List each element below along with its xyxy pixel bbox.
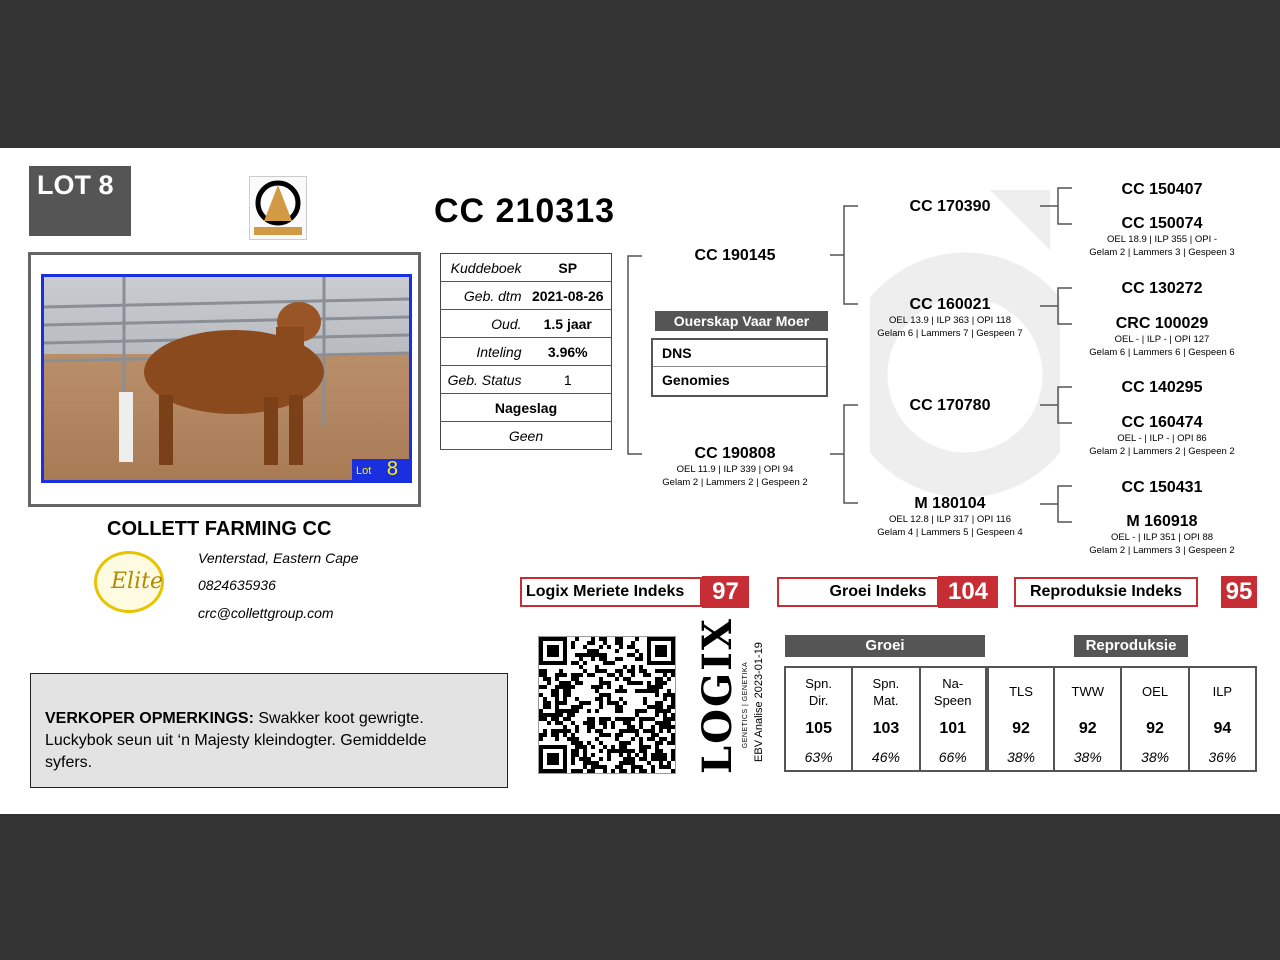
ggp-ddd-id: M 160918	[1126, 513, 1198, 530]
ebv-col-value: 92	[1121, 715, 1188, 743]
ggp-ddd-stats: OEL - | ILP 351 | OPI 88	[1110, 532, 1214, 543]
ggp-ssd-production: Gelam 2 | Lammers 3 | Gespeen 3	[1089, 247, 1235, 258]
seller-email: crc@collettgroup.com	[198, 605, 334, 621]
ebv-col-accuracy: 38%	[987, 743, 1054, 771]
logix-merit-index-value: 97	[702, 576, 749, 608]
ebv-col-name: Spn. Dir.	[785, 667, 852, 715]
ggp-sds-id: CC 130272	[1121, 280, 1203, 297]
dam-stats: OEL 11.9 | ILP 339 | OPI 94	[676, 464, 794, 475]
seller-name: COLLETT FARMING CC	[107, 518, 332, 540]
growth-index-label: Groei Indeks	[777, 577, 939, 607]
info-label: Oud.	[441, 310, 525, 338]
sire-sire-id: CC 170390	[909, 198, 991, 215]
ebv-col-name: ILP	[1189, 667, 1256, 715]
qr-code-icon	[539, 637, 675, 773]
info-label: Kuddeboek	[441, 254, 525, 282]
ebv-col-accuracy: 38%	[1054, 743, 1121, 771]
info-row	[441, 366, 612, 394]
ggp-dsd-id: CC 160474	[1121, 414, 1203, 431]
logix-logo	[693, 617, 749, 774]
seller-location: Venterstad, Eastern Cape	[198, 550, 359, 566]
animal-photo	[41, 274, 412, 483]
photo-lot-word: Lot	[356, 465, 372, 477]
ggp-dss-id: CC 140295	[1121, 379, 1203, 396]
ebv-col-accuracy: 46%	[852, 743, 919, 771]
info-value: 1	[525, 366, 612, 394]
remarks-line1: Swakker koot gewrigte.	[253, 710, 424, 727]
sire-dam-block	[862, 296, 1038, 340]
dam-id: CC 190808	[694, 445, 776, 462]
ebv-col-value: 92	[987, 715, 1054, 743]
ebv-col-name: TLS	[987, 667, 1054, 715]
dam-dam-id: M 180104	[914, 495, 986, 512]
ggp-ddd-production: Gelam 2 | Lammers 3 | Gespeen 2	[1089, 545, 1235, 556]
animal-id-title: CC 210313	[434, 192, 616, 230]
ggp-ssd-stats: OEL 18.9 | ILP 355 | OPI -	[1106, 234, 1218, 245]
growth-index-value: 104	[938, 576, 998, 608]
ggp-sdd-stats: OEL - | ILP - | OPI 127	[1114, 334, 1210, 345]
ebv-value-row	[785, 715, 1256, 743]
ebv-col-value: 103	[852, 715, 919, 743]
info-value: 3.96%	[525, 338, 612, 366]
ggp-dsd-production: Gelam 2 | Lammers 2 | Gespeen 2	[1089, 446, 1235, 457]
ggp-dds-id: CC 150431	[1121, 479, 1203, 496]
breeder-logo-icon	[250, 177, 306, 239]
ebv-analysis-date: EBV Analise 2023-01-19	[753, 642, 765, 762]
sheep-image	[44, 277, 409, 480]
ebv-accuracy-row	[785, 743, 1256, 771]
remarks-label: VERKOPER OPMERKINGS:	[45, 710, 254, 727]
lot-label: LOT 8	[37, 170, 114, 200]
info-row	[441, 254, 612, 282]
dam-dam-stats: OEL 12.8 | ILP 317 | OPI 116	[888, 514, 1011, 525]
offspring-value: Geen	[441, 422, 612, 450]
ggp-sdd-id: CRC 100029	[1115, 315, 1209, 332]
ggp-dsd-stats: OEL - | ILP - | OPI 86	[1117, 433, 1207, 444]
ownership-genomics: Genomies	[662, 372, 730, 388]
info-row	[441, 338, 612, 366]
ggp-sss-id: CC 150407	[1121, 181, 1203, 198]
ebv-col-value: 92	[1054, 715, 1121, 743]
qr-code[interactable]	[538, 636, 676, 774]
remarks-line3: syfers.	[45, 754, 93, 771]
ggp-ssd-id: CC 150074	[1121, 215, 1203, 232]
logix-tagline: GENETICS | GENETIKA	[742, 661, 749, 749]
photo-lot-tag	[352, 459, 410, 482]
ggp-ddd-block	[1080, 513, 1244, 557]
ebv-col-accuracy: 38%	[1121, 743, 1188, 771]
seller-phone: 0824635936	[198, 577, 276, 593]
ebv-col-name: Na- Speen	[920, 667, 987, 715]
offspring-label: Nageslag	[441, 394, 612, 422]
info-label: Geb. dtm	[441, 282, 525, 310]
info-row	[441, 282, 612, 310]
breeder-logo	[249, 176, 307, 240]
ownership-dns: DNS	[653, 340, 826, 367]
ggp-sdd-production: Gelam 6 | Lammers 6 | Gespeen 6	[1089, 347, 1235, 358]
ebv-col-name: TWW	[1054, 667, 1121, 715]
ggp-dsd-block	[1080, 414, 1244, 458]
offspring-value-row	[441, 422, 612, 450]
info-value: 1.5 jaar	[525, 310, 612, 338]
dam-dam-block	[862, 495, 1038, 539]
elite-badge	[94, 551, 164, 613]
ebv-col-accuracy: 66%	[920, 743, 987, 771]
ebv-col-name: OEL	[1121, 667, 1188, 715]
lot-badge	[29, 166, 131, 236]
animal-info-table	[440, 253, 612, 450]
ebv-col-value: 105	[785, 715, 852, 743]
photo-lot-number: 8	[386, 458, 398, 480]
info-label: Inteling	[441, 338, 525, 366]
logix-brand: LOGIX	[694, 617, 741, 774]
ownership-box	[651, 338, 828, 397]
dam-sire-id: CC 170780	[909, 397, 991, 414]
elite-badge-text: Elite	[111, 569, 163, 594]
logix-merit-index-label: Logix Meriete Indeks	[520, 577, 702, 607]
ebv-col-value: 94	[1189, 715, 1256, 743]
dam-dam-production: Gelam 4 | Lammers 5 | Gespeen 4	[877, 527, 1023, 538]
info-label: Geb. Status	[441, 366, 525, 394]
info-value: 2021-08-26	[525, 282, 612, 310]
offspring-header-row	[441, 394, 612, 422]
sire-dam-production: Gelam 6 | Lammers 7 | Gespeen 7	[877, 328, 1023, 339]
info-row	[441, 310, 612, 338]
ebv-col-value: 101	[920, 715, 987, 743]
ggp-sdd-block	[1080, 315, 1244, 359]
ebv-header-row	[785, 667, 1256, 715]
sire-dam-id: CC 160021	[909, 296, 991, 313]
dam-block	[650, 445, 820, 489]
ebv-group-growth: Groei	[785, 635, 985, 657]
ownership-header: Ouerskap Vaar Moer	[655, 311, 828, 331]
reproduction-index-label: Reproduksie Indeks	[1014, 577, 1198, 607]
seller-remarks	[30, 673, 508, 788]
remarks-line2: Luckybok seun uit ‘n Majesty kleindogter. Gemiddelde	[45, 732, 427, 749]
reproduction-index-value: 95	[1221, 576, 1257, 608]
ggp-ssd-block	[1080, 215, 1244, 259]
dam-production: Gelam 2 | Lammers 2 | Gespeen 2	[662, 477, 808, 488]
info-value: SP	[525, 254, 612, 282]
ebv-table	[784, 666, 1257, 772]
ebv-col-name: Spn. Mat.	[852, 667, 919, 715]
sire-id: CC 190145	[694, 247, 776, 264]
sire-dam-stats: OEL 13.9 | ILP 363 | OPI 118	[888, 315, 1011, 326]
ebv-col-accuracy: 36%	[1189, 743, 1256, 771]
ebv-col-accuracy: 63%	[785, 743, 852, 771]
ebv-group-reproduction: Reproduksie	[1074, 635, 1188, 657]
